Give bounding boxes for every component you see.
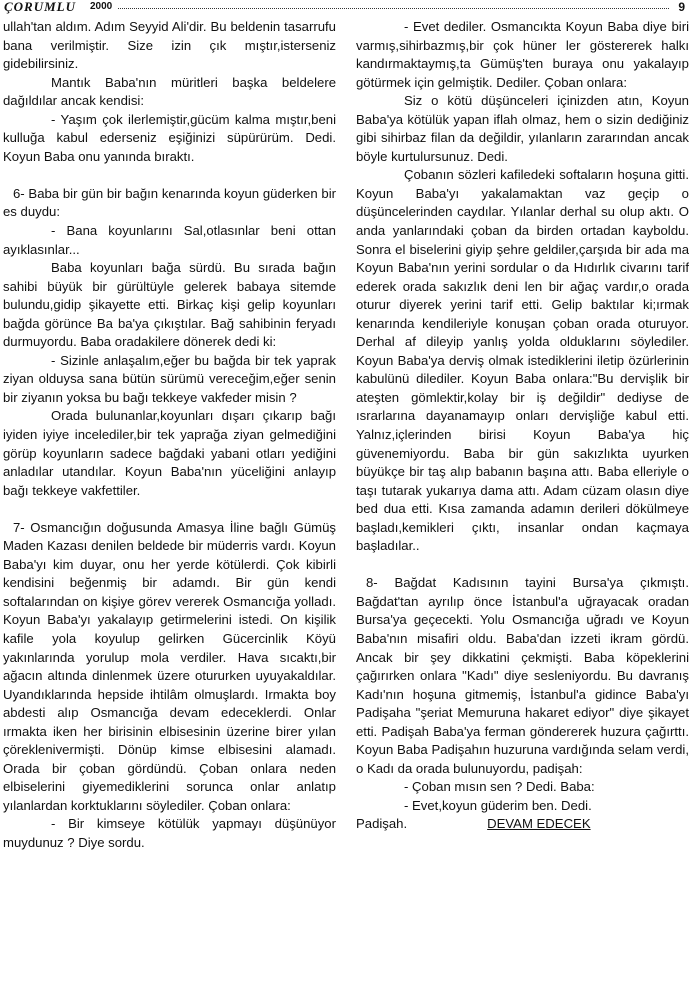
page-header [4, 0, 685, 14]
paragraph-gap [356, 556, 689, 575]
numbered-paragraph: 8- Bağdat Kadısının tayini Bursa'ya çıkmıştı. Bağdat'tan ayrılıp önce İstanbul'a uğrayacak oradan Bursa'ya geçecekti. Yolu Osmancığa uğradı ve Koyun Baba'nın misafiri oldu. Baba'dan izzeti ikram gördü. Ancak bir şey dikkatini çekmişti. Baba köpeklerini çağırırken onlara "Kadı" diye sesleniyordu. Bu davranış Kadı'nın hoşuna gitmemiş, İstanbul'a gidince Baba'yı Padişaha "şeriat Memuruna hakaret ediyor" diye şikayet etti. Padişah Baba'ya ferman göndererek huzura çağırttı. Koyun Baba Padişahın huzuruna vardığında selam verdi, o Kadı da orada bulunuyordu, padişah: [356, 575, 689, 776]
right-column [356, 18, 689, 1007]
paragraph: - Sizinle anlaşalım,eğer bu bağda bir tek yaprak ziyan olduysa sana bütün sürümü vereceğim,eğer senin bir ziyanın yoksa bu bağı tekkeye vakfeder misin ? [3, 352, 336, 405]
paragraph: Mantık Baba'nın müritleri başka beldelere dağıldılar ancak kendisi: [3, 74, 336, 109]
paragraph-gap [3, 166, 336, 185]
numbered-paragraph: 7- Osmancığın doğusunda Amasya İline bağlı Gümüş Maden Kazası denilen beldede bir müderris vardı. Koyun Baba'yı kim duyar, onu her yerde kötülerdi. Çok kibirli kendisini beğenmiş bir adamdı. Bir gün kendi softalarından on kişiye görev vererek Osmancığa yolladı. Koyun Baba'yı yakalayıp getirmelerini istedi. On kişilik kafile yola koyulup gelirken Gücercinlik Köyü yakınlarında yorulup mola verdiler. Hava sıcaktı,bir ağacın altında dinlenmek üzere otururken uyuyakaldılar. Uyandıklarında hepside ihtilâm olmuşlardı. Irmakta boy abdesti alıp Osmancığa devam edeceklerdi. Onlar ırmakta iken her birisinin elbisesinin üzerine birer yılan çöreklenivermişti. Dönüp kimse elbisesini alamadı. Orada bir çoban gördündü. Çoban onlara neden elbiselerini giyemediklerini sorunca onlar anlatıp yılanlardan korktuklarını söylediler. Çoban onlara: [3, 519, 336, 813]
paragraph-text: - Evet,koyun güderim ben. Dedi. Padişah. [356, 797, 592, 832]
paragraph: Çobanın sözleri kafiledeki softaların hoşuna gitti. Koyun Baba'yı yakalamaktan vaz geçip o düşüncelerinden caydılar. Yılanlar derhal su olup aktı. O anda yanlarındaki çoban da birden ortadan kayboldu. Sonra el biselerini giyip şehre geldiler,çarşıda bir ada ma Koyun Baba'nın yerini sordular o da Hıdırlık civarını tarif ederek orada sakızlık deni len bir ağaç vardır,o orada oturur diyerek yerini tarif etti. Gelip baktılar ki;ırmak kenarında kendileriyle konuşan çoban orada oturuyor. Derhal af dileyip yanlış yolda olduklarını söylediler. Koyun Baba'ya derviş olmak istediklerini iletip özürlerinin kabulünü dilediler. Koyun Baba onlara:"Bu dervişlik bir ateşten gömlektir,kolay bir iş değildir" dediyse de ısrarlarına dayanamayıp onları dervişliğe kabul etti. Yalnız,içlerinden birisi Koyun Baba'ya hiç güvenemiyordu. Baba bir gün sakızlıkta uyurken büyükçe bir taş alıp babanın başına attı. Baba elleriyle o taşı tutarak yukarıya dama attı. Adam cüzam olasın diye bed dua etti. Kısa zamanda adamın derileri dökülmeye başladı,kemikleri çıktı, insanlar ondan kaçmaya başladılar.. [356, 167, 689, 554]
paragraph [356, 797, 689, 834]
magazine-logo: ÇORUMLU [4, 0, 77, 14]
issue-year: 2000 [90, 1, 113, 12]
paragraph: - Çoban mısın sen ? Dedi. Baba: [404, 779, 595, 795]
header-dotted-rule [118, 8, 669, 9]
left-column [3, 18, 336, 1007]
paragraph: Orada bulunanlar,koyunları dışarı çıkarıp bağı iyiden iyiye incelediler,bir tek yaprağa ziyan gelmediğini görüp koyunların sadece bağdaki yabani otları yediğini anladılar utandılar. Koyun Baba'nın yüceliğini anlayıp bağı tekkeye vakfettiler. [3, 408, 336, 498]
page-number: 9 [678, 0, 685, 14]
numbered-paragraph: 6- Baba bir gün bir bağın kenarında koyun güderken bir es duydu: [3, 185, 336, 220]
paragraph: Siz o kötü düşünceleri içinizden atın, Koyun Baba'ya kötülük yapan iflah olmaz, hem o sizin dediğiniz gibi sihirbaz filan da değildir, yılanların zararından ancak böyle kurtulursunuz. Dedi. [356, 93, 689, 164]
paragraph: - Bir kimseye kötülük yapmayı düşünüyor muydunuz ? Diye sordu. [3, 816, 336, 850]
paragraph-gap [3, 500, 336, 519]
paragraph: Baba koyunları bağa sürdü. Bu sırada bağın sahibi büyük bir gürültüyle gelerek babaya sitemde bulundu,gidip şikayette etti. Birkaç kişi gelip koyunları bağda görünce Ba ba'ya çıkıştılar. Bağ sahibinin feryadı durmuyordu. Baba oradakilere dönerek dedi ki: [3, 260, 336, 350]
paragraph: ullah'tan aldım. Adım Seyyid Ali'dir. Bu beldenin tasarrufu bana verilmiştir. Size izin çık mıştır,isterseniz gidebilirsiniz. [3, 19, 336, 72]
paragraph: - Evet dediler. Osmancıkta Koyun Baba diye biri varmış,sihirbazmış,bir çok hüner ler göstererek halkı kandırmaktaymış,ta Gümüş'ten buraya onu yakalayıp götürmek için gelmiştik. Dediler. Çoban onlara: [356, 19, 689, 90]
continued-label: DEVAM EDECEK [487, 816, 591, 832]
paragraph: - Bana koyunlarını Sal,otlasınlar beni ottan ayıklasınlar... [3, 222, 336, 257]
paragraph: - Yaşım çok ilerlemiştir,gücüm kalma mıştır,beni kulluğa kabul ederseniz eşiğinizi süpürürüm. Dedi. Koyun Baba onu yanında bıraktı. [3, 111, 336, 164]
